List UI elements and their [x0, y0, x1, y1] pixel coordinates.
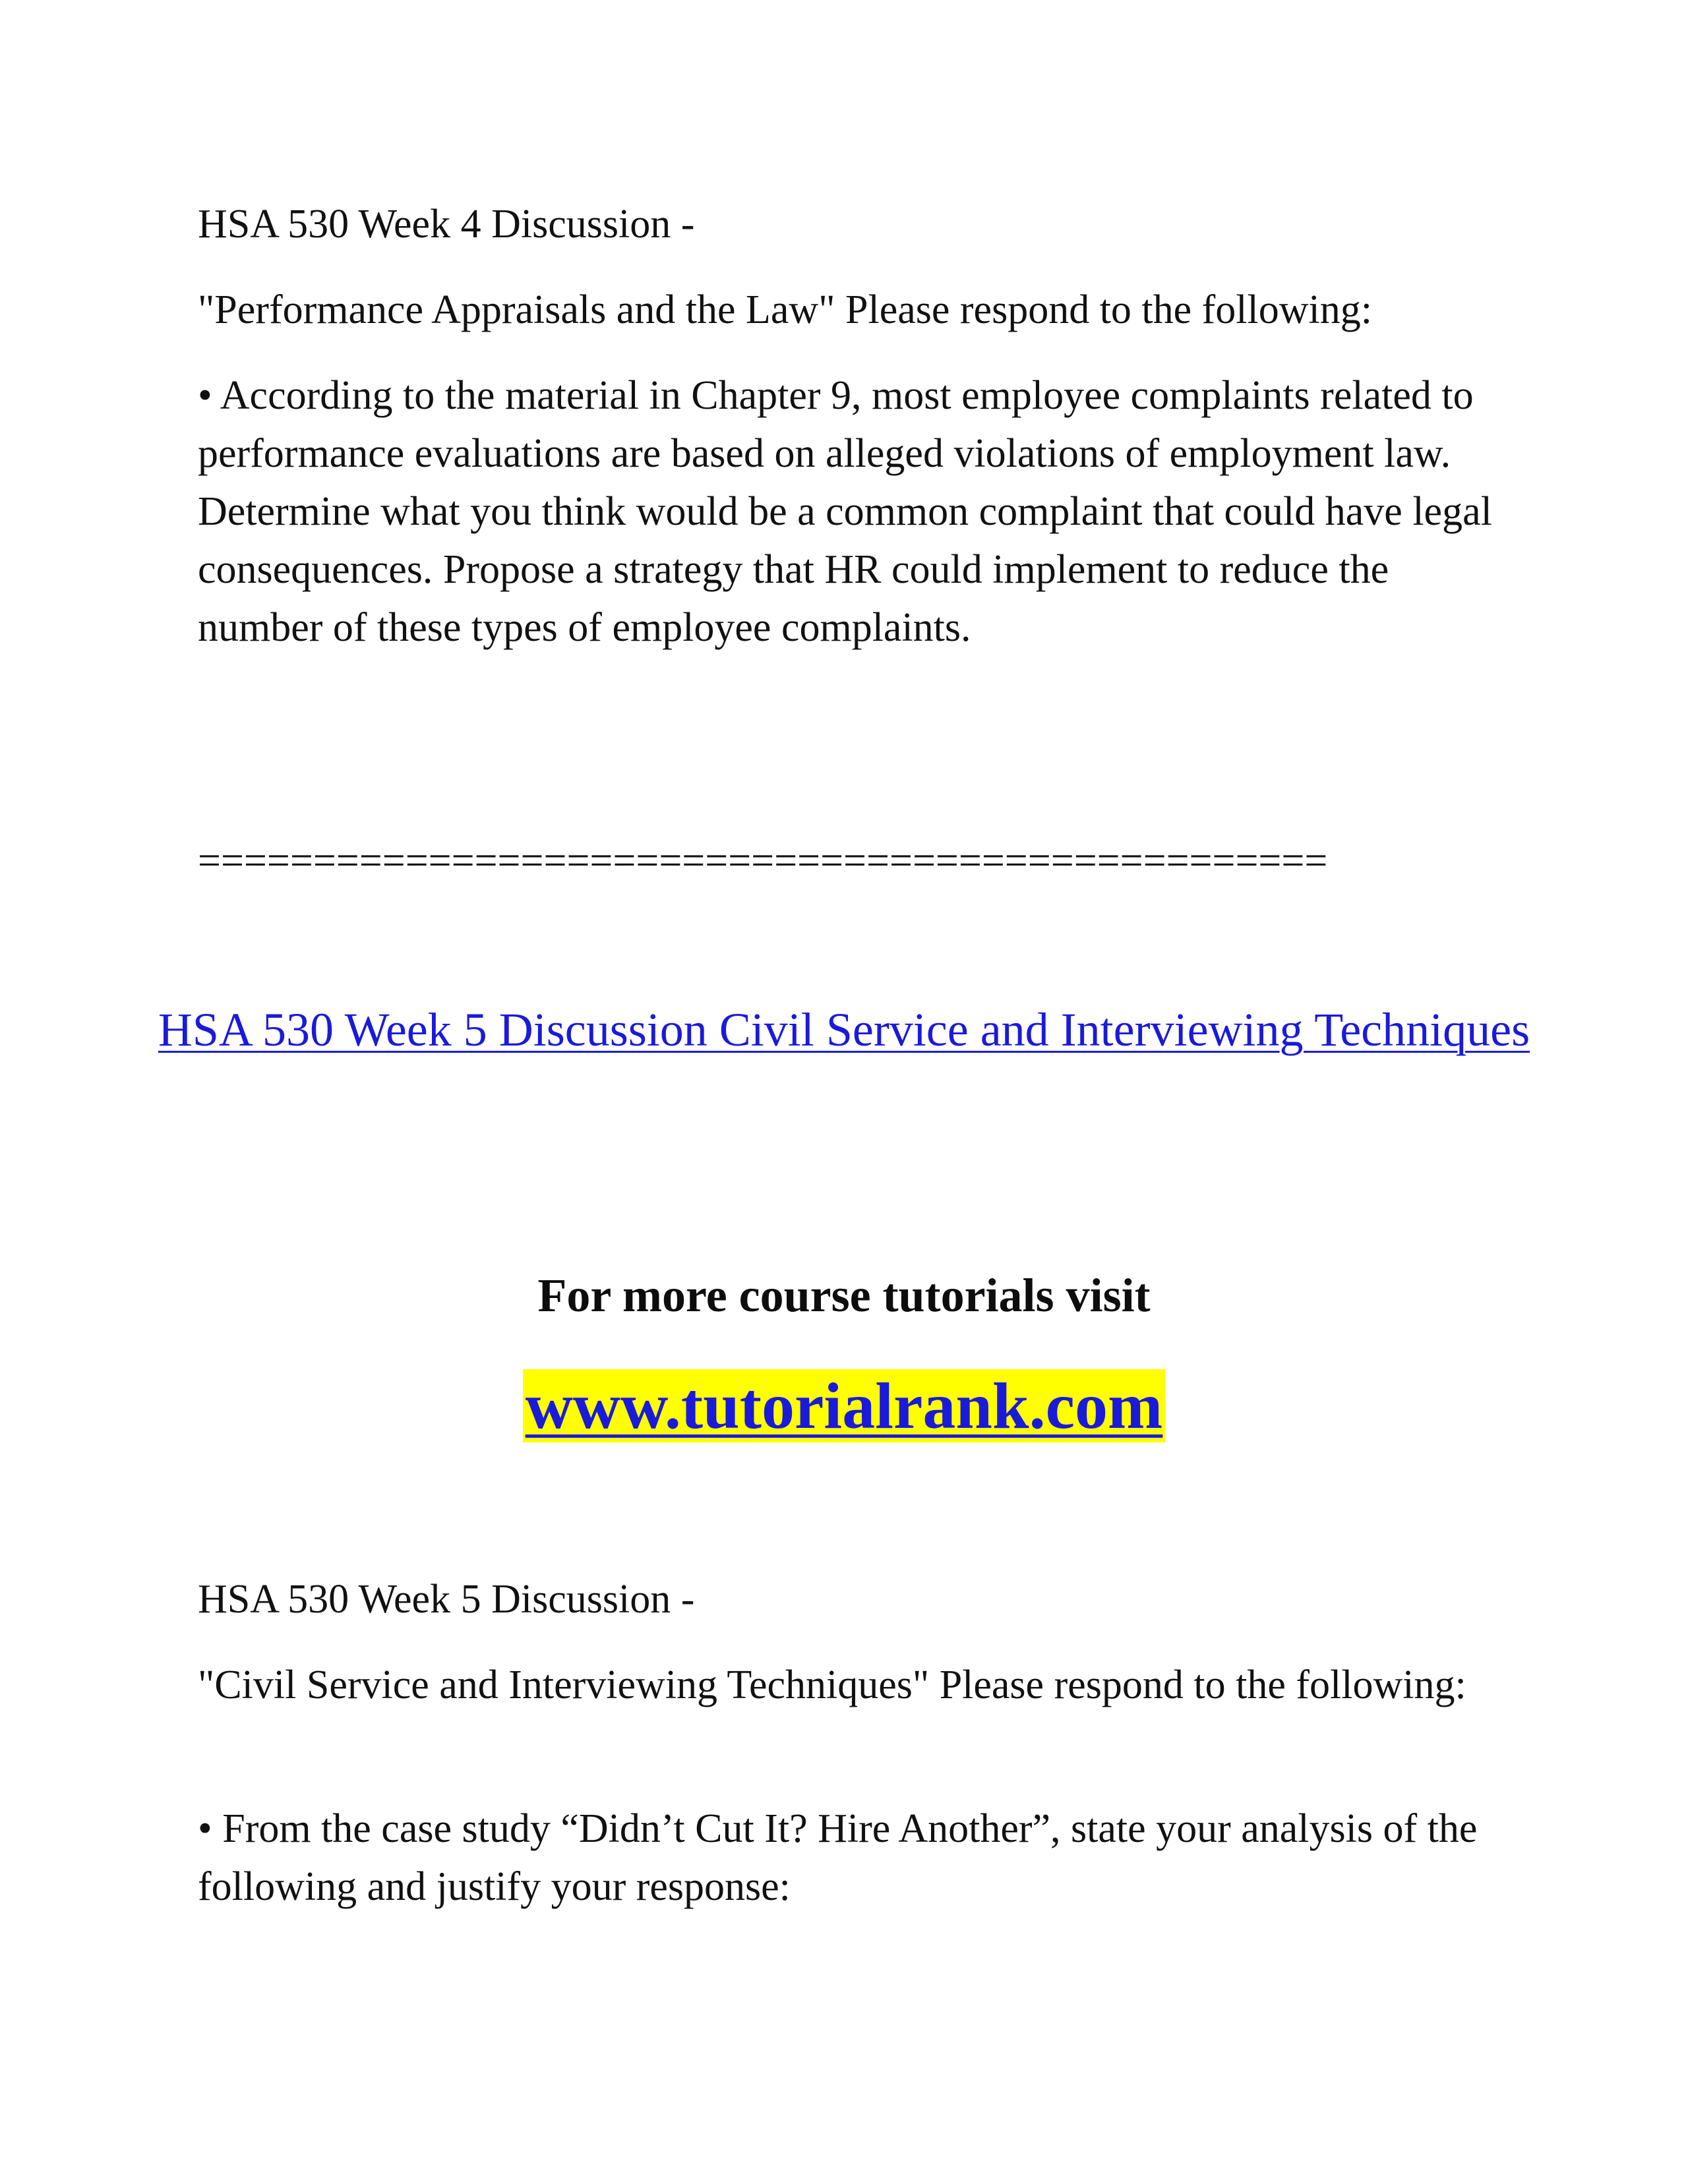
section-divider: ================================================= [198, 839, 1328, 883]
week5-heading: HSA 530 Week 5 Discussion - [198, 1577, 695, 1622]
week4-bullet: • According to the material in Chapter 9, most employee complaints related to performance evaluations are based on alleged violations of employment law. Determine what you think would be a common complaint that could have legal consequences. Propose a strategy that HR could implement to reduce the number of these types of employee complaints. [198, 373, 1492, 650]
site-link-wrap [0, 1370, 1688, 1442]
week5-bullet: • From the case study “Didn’t Cut It? Hire Another”, state your analysis of the following and justify your response: [198, 1806, 1478, 1909]
week5-prompt: "Civil Service and Interviewing Techniques" Please respond to the following: [198, 1663, 1466, 1707]
week5-link[interactable]: HSA 530 Week 5 Discussion Civil Service and Interviewing Techniques [158, 1003, 1530, 1056]
tutorialrank-link[interactable]: www.tutorialrank.com [523, 1369, 1166, 1442]
week4-prompt: "Performance Appraisals and the Law" Please respond to the following: [198, 287, 1372, 332]
next-section-link-wrap [0, 1001, 1688, 1059]
promo-text: For more course tutorials visit [537, 1269, 1151, 1322]
week4-heading: HSA 530 Week 4 Discussion - [198, 202, 695, 247]
